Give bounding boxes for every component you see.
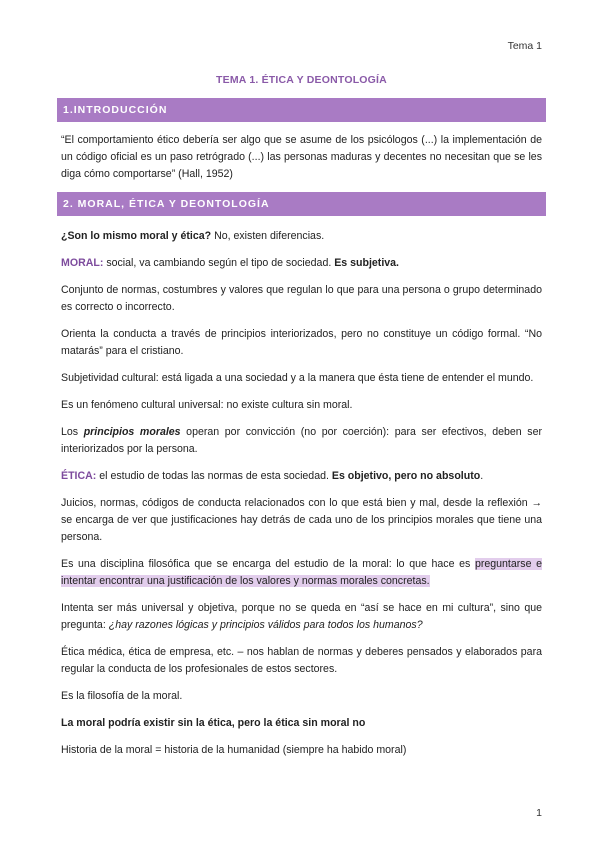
header-topic-label: Tema 1 <box>507 40 542 52</box>
principios-emphasis: principios morales <box>83 426 181 438</box>
section-heading-moral-etica: 2. MORAL, ÉTICA Y DEONTOLOGÍA <box>57 192 546 216</box>
principios-pre: Los <box>61 426 84 438</box>
moral-definition <box>61 255 542 272</box>
principios-paragraph <box>61 424 542 458</box>
moral-sin-etica-bold: La moral podría existir sin la ética, pero la ética sin moral no <box>61 717 366 729</box>
section-heading-introduccion: 1.INTRODUCCIÓN <box>57 98 546 122</box>
page-title: TEMA 1. ÉTICA Y DEONTOLOGÍA <box>216 74 387 86</box>
moral-sin-etica-paragraph <box>61 715 542 732</box>
universal-emphasis: ¿hay razones lógicas y principios válidos para todos los humanos? <box>108 619 423 631</box>
moral-text: social, va cambiando según el tipo de sociedad. <box>103 257 335 269</box>
historia-paragraph: Historia de la moral = historia de la humanidad (siempre ha habido moral) <box>61 744 407 756</box>
fenomeno-paragraph: Es un fenómeno cultural universal: no existe cultura sin moral. <box>61 399 353 411</box>
moral-bold: Es subjetiva. <box>334 257 400 269</box>
orienta-paragraph: Orienta la conducta a través de principios interiorizados, pero no constituye un código formal. “No matarás” para el cristiano. <box>61 328 542 357</box>
etica-definition <box>61 468 542 485</box>
juicios-paragraph: Juicios, normas, códigos de conducta relacionados con lo que está bien y mal, desde la reflexión → se encarga de ver que justificaciones hay detrás de cada uno de los principios morales que tiene una persona. <box>61 497 542 543</box>
intro-section <box>61 132 542 183</box>
page-number: 1 <box>536 807 542 819</box>
universal-pre: Intenta ser más universal y objetiva, porque no se queda en “así se hace en mi cultura”, sino que pregunta: <box>61 602 542 631</box>
universal-paragraph <box>61 600 542 634</box>
principios-post: operan por convicción (no por coerción): para ser efectivos, deben ser interiorizados por la persona. <box>61 426 543 455</box>
etica-label: ÉTICA: <box>61 470 97 482</box>
conjunto-paragraph: Conjunto de normas, costumbres y valores que regulan lo que para una persona o grupo determinado es correcto o incorrecto. <box>61 284 542 313</box>
question-bold: ¿Son lo mismo moral y ética? <box>61 230 212 242</box>
moral-etica-section <box>61 228 542 769</box>
moral-label: MORAL: <box>61 257 104 269</box>
subjetividad-paragraph: Subjetividad cultural: está ligada a una sociedad y a la manera que ésta tiene de entender el mundo. <box>61 372 534 384</box>
disciplina-pre: Es una disciplina filosófica que se encarga del estudio de la moral: lo que hace es <box>61 558 475 570</box>
disciplina-paragraph <box>61 556 542 590</box>
disciplina-highlight: preguntarse e intentar encontrar una justificación de los valores y normas morales concretas. <box>61 558 542 587</box>
etica-bold: Es objetivo, pero no absoluto <box>331 470 481 482</box>
etica-text: el estudio de todas las normas de esta sociedad. <box>96 470 332 482</box>
question-answer: No, existen diferencias. <box>211 230 325 242</box>
etica-medica-paragraph: Ética médica, ética de empresa, etc. – nos hablan de normas y deberes pensados y elaborados para regular la conducta de los profesionales de estos sectores. <box>61 646 542 675</box>
filosofia-paragraph: Es la filosofía de la moral. <box>61 690 183 702</box>
intro-quote: “El comportamiento ético debería ser algo que se asume de los psicólogos (...) la implementación de un código oficial es un paso retrógrado (...) las personas maduras y decentes no necesitan que se les diga cómo comportarse” (Hall, 1952) <box>61 134 542 180</box>
question-paragraph <box>61 228 542 245</box>
etica-end: . <box>480 470 484 482</box>
